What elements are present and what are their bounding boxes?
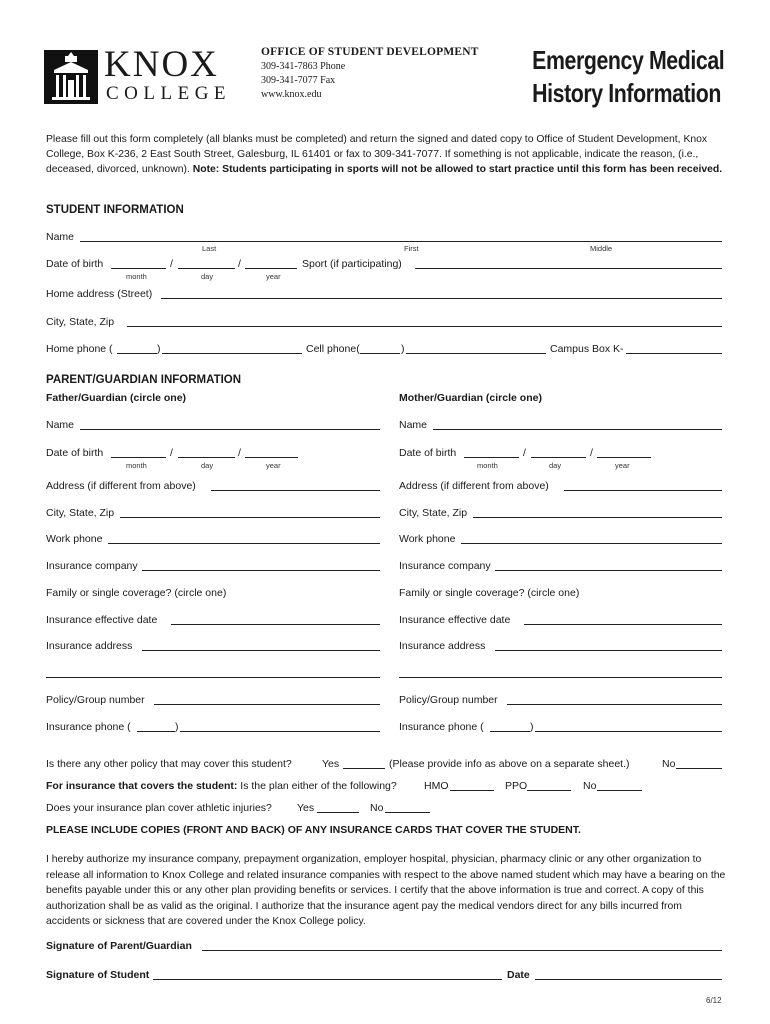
student-cell-area[interactable] <box>360 353 400 354</box>
athletic-yes-label: Yes <box>297 802 315 814</box>
other-policy-note: (Please provide info as above on a separate sheet.) <box>389 758 630 770</box>
father-coverage-label: Family or single coverage? (circle one) <box>46 587 227 599</box>
plan-type-text: Is the plan either of the following? <box>240 780 397 792</box>
other-policy-yes-label: Yes <box>322 758 340 770</box>
father-work-phone-label: Work phone <box>46 533 103 545</box>
mother-policy-label: Policy/Group number <box>399 694 498 706</box>
father-eff-date-field[interactable] <box>171 624 380 625</box>
student-dob-year-hint: year <box>266 272 281 281</box>
student-info-heading: STUDENT INFORMATION <box>46 204 184 216</box>
mother-address-label: Address (if different from above) <box>399 480 549 492</box>
logo-word-college: COLLEGE <box>106 83 232 104</box>
mother-name-label: Name <box>399 419 428 431</box>
mother-ins-address-field-2[interactable] <box>399 677 722 678</box>
student-cell-label: Cell phone( <box>306 343 360 355</box>
date-label: Date <box>507 969 530 981</box>
mother-ins-address-label: Insurance address <box>399 640 486 652</box>
other-policy-no-field[interactable] <box>676 768 722 769</box>
logo-word-knox: KNOX <box>104 44 219 85</box>
father-dob-year[interactable] <box>245 457 298 458</box>
father-ins-address-label: Insurance address <box>46 640 133 652</box>
student-home-phone-field[interactable] <box>162 353 302 354</box>
title-line-1: Emergency Medical <box>531 45 724 75</box>
plan-ppo-label: PPO <box>505 780 528 792</box>
father-policy-label: Policy/Group number <box>46 694 145 706</box>
father-dob-year-hint: year <box>266 461 281 470</box>
father-dob-month[interactable] <box>111 457 166 458</box>
date-field[interactable] <box>535 979 722 980</box>
student-dob-slash-1: / <box>170 258 173 270</box>
mother-city-field[interactable] <box>473 517 722 518</box>
mother-ins-company-label: Insurance company <box>399 560 491 572</box>
mother-eff-date-label: Insurance effective date <box>399 614 511 626</box>
page-title <box>532 44 724 110</box>
student-dob-month-hint: month <box>126 272 147 281</box>
intro-paragraph <box>46 132 726 177</box>
mother-dob-slash-1: / <box>523 447 526 459</box>
student-dob-day-hint: day <box>201 272 214 281</box>
student-name-last: Last <box>202 244 217 253</box>
student-home-phone-area[interactable] <box>117 353 157 354</box>
father-name-field[interactable] <box>80 429 380 430</box>
father-column-heading: Father/Guardian (circle one) <box>46 392 187 404</box>
office-contact <box>261 46 479 100</box>
plan-type-bold: For insurance that covers the student: <box>46 780 238 792</box>
student-home-address-label: Home address (Street) <box>46 288 153 300</box>
mother-ins-phone-area[interactable] <box>490 731 530 732</box>
student-name-first: First <box>404 244 419 253</box>
other-policy-yes-field[interactable] <box>343 768 385 769</box>
title-line-2: History Information <box>531 78 721 108</box>
mother-work-phone-field[interactable] <box>461 543 722 544</box>
student-name-middle: Middle <box>590 244 613 253</box>
plan-type-question <box>46 780 397 792</box>
student-signature-label: Signature of Student <box>46 969 150 981</box>
father-city-label: City, State, Zip <box>46 507 115 519</box>
student-name-field[interactable] <box>80 241 722 242</box>
knox-college-logo <box>44 44 244 106</box>
mother-address-field[interactable] <box>564 490 722 491</box>
plan-hmo-field[interactable] <box>450 790 494 791</box>
father-ins-company-field[interactable] <box>142 570 380 571</box>
plan-hmo-label: HMO <box>424 780 449 792</box>
plan-ppo-field[interactable] <box>527 790 571 791</box>
mother-ins-phone-field[interactable] <box>535 731 722 732</box>
father-policy-field[interactable] <box>154 704 380 705</box>
college-building-icon <box>44 50 98 104</box>
student-dob-day[interactable] <box>178 268 235 269</box>
mother-ins-address-field[interactable] <box>495 650 722 651</box>
insurance-cards-notice: PLEASE INCLUDE COPIES (FRONT AND BACK) OF ANY INSURANCE CARDS THAT COVER THE STUDENT. <box>46 824 581 836</box>
mother-eff-date-field[interactable] <box>524 624 722 625</box>
student-signature-field[interactable] <box>153 979 502 980</box>
student-sport-label: Sport (if participating) <box>302 258 402 270</box>
parent-signature-field[interactable] <box>202 950 722 951</box>
father-ins-phone-area[interactable] <box>137 731 175 732</box>
parent-signature-label: Signature of Parent/Guardian <box>46 940 192 952</box>
mother-city-label: City, State, Zip <box>399 507 468 519</box>
father-dob-day-hint: day <box>201 461 214 470</box>
mother-dob-slash-2: / <box>590 447 593 459</box>
athletic-yes-field[interactable] <box>317 812 359 813</box>
father-ins-address-field[interactable] <box>142 650 380 651</box>
father-dob-slash-2: / <box>238 447 241 459</box>
mother-dob-month[interactable] <box>464 457 519 458</box>
father-dob-month-hint: month <box>126 461 147 470</box>
mother-work-phone-label: Work phone <box>399 533 456 545</box>
student-home-address-field[interactable] <box>161 298 722 299</box>
student-cell-paren: ) <box>401 343 405 355</box>
father-eff-date-label: Insurance effective date <box>46 614 158 626</box>
student-sport-field[interactable] <box>415 268 722 269</box>
mother-ins-phone-paren: ) <box>530 721 534 733</box>
father-dob-slash-1: / <box>170 447 173 459</box>
father-name-label: Name <box>46 419 75 431</box>
student-home-phone-paren: ) <box>157 343 161 355</box>
parent-info-heading: PARENT/GUARDIAN INFORMATION <box>46 374 242 386</box>
mother-ins-phone-label: Insurance phone ( <box>399 721 484 733</box>
student-cell-field[interactable] <box>406 353 546 354</box>
father-ins-phone-label: Insurance phone ( <box>46 721 131 733</box>
mother-name-field[interactable] <box>433 429 722 430</box>
mother-dob-year-hint: year <box>615 461 630 470</box>
student-dob-slash-2: / <box>238 258 241 270</box>
father-dob-label: Date of birth <box>46 447 104 459</box>
office-fax: 309-341-7077 Fax <box>261 75 336 86</box>
father-address-label: Address (if different from above) <box>46 480 196 492</box>
father-dob-day[interactable] <box>178 457 235 458</box>
mother-dob-day[interactable] <box>531 457 586 458</box>
mother-dob-label: Date of birth <box>399 447 457 459</box>
office-web: www.knox.edu <box>261 89 322 100</box>
student-dob-year[interactable] <box>245 268 297 269</box>
intro-note: Note: Students participating in sports will not be allowed to start practice until this form has been received. <box>192 164 723 175</box>
mother-column-heading: Mother/Guardian (circle one) <box>399 392 542 404</box>
athletic-no-label: No <box>370 802 384 814</box>
authorization-paragraph: I hereby authorize my insurance company, prepayment organization, employer hospital, physician, pharmacy clinic or any other organization to release all information to Knox College and related insurance companies with respect to the above named student which may have a bearing on the benefits payable under this or any other plan providing benefits or services. I certify that the above information is true and correct. A copy of this authorization shall be as valid as the original. I authorize that the insurance agent pay the medical vendors direct for any bills incurred from accidents or sickness that are covered under the Knox College policy. <box>46 854 726 927</box>
student-dob-month[interactable] <box>111 268 166 269</box>
father-ins-phone-paren: ) <box>175 721 179 733</box>
student-home-phone-label: Home phone ( <box>46 343 113 355</box>
plan-no-field[interactable] <box>597 790 642 791</box>
student-city-field[interactable] <box>127 326 722 327</box>
athletic-no-field[interactable] <box>385 812 430 813</box>
mother-policy-field[interactable] <box>507 704 722 705</box>
student-campus-box-label: Campus Box K- <box>550 343 624 355</box>
father-city-field[interactable] <box>120 517 380 518</box>
father-work-phone-field[interactable] <box>108 543 380 544</box>
intro-text: Please fill out this form completely (all blanks must be completed) and return the signed and dated copy to Office of Student Development, Knox College, Box K-236, 2 East South Street, Galesburg, IL 61401 or fax to 309-341-7077. If something is not applicable, indicate the reason, (i.e., deceased, divorced, unknown). <box>46 134 708 175</box>
mother-dob-day-hint: day <box>549 461 562 470</box>
office-phone: 309-341-7863 Phone <box>261 61 346 72</box>
mother-ins-company-field[interactable] <box>495 570 722 571</box>
other-policy-no-label: No <box>662 758 676 770</box>
form-version: 6/12 <box>706 996 722 1005</box>
mother-dob-year[interactable] <box>597 457 651 458</box>
student-city-label: City, State, Zip <box>46 316 115 328</box>
father-ins-company-label: Insurance company <box>46 560 138 572</box>
father-ins-phone-field[interactable] <box>180 731 380 732</box>
mother-coverage-label: Family or single coverage? (circle one) <box>399 587 580 599</box>
student-name-label: Name <box>46 231 75 243</box>
athletic-question: Does your insurance plan cover athletic injuries? <box>46 802 272 814</box>
student-dob-label: Date of birth <box>46 258 104 270</box>
student-campus-box-field[interactable] <box>626 353 722 354</box>
father-ins-address-field-2[interactable] <box>46 677 380 678</box>
plan-no-label: No <box>583 780 597 792</box>
other-policy-question: Is there any other policy that may cover this student? <box>46 758 292 770</box>
father-address-field[interactable] <box>211 490 380 491</box>
mother-dob-month-hint: month <box>477 461 498 470</box>
office-title: OFFICE OF STUDENT DEVELOPMENT <box>261 46 479 58</box>
